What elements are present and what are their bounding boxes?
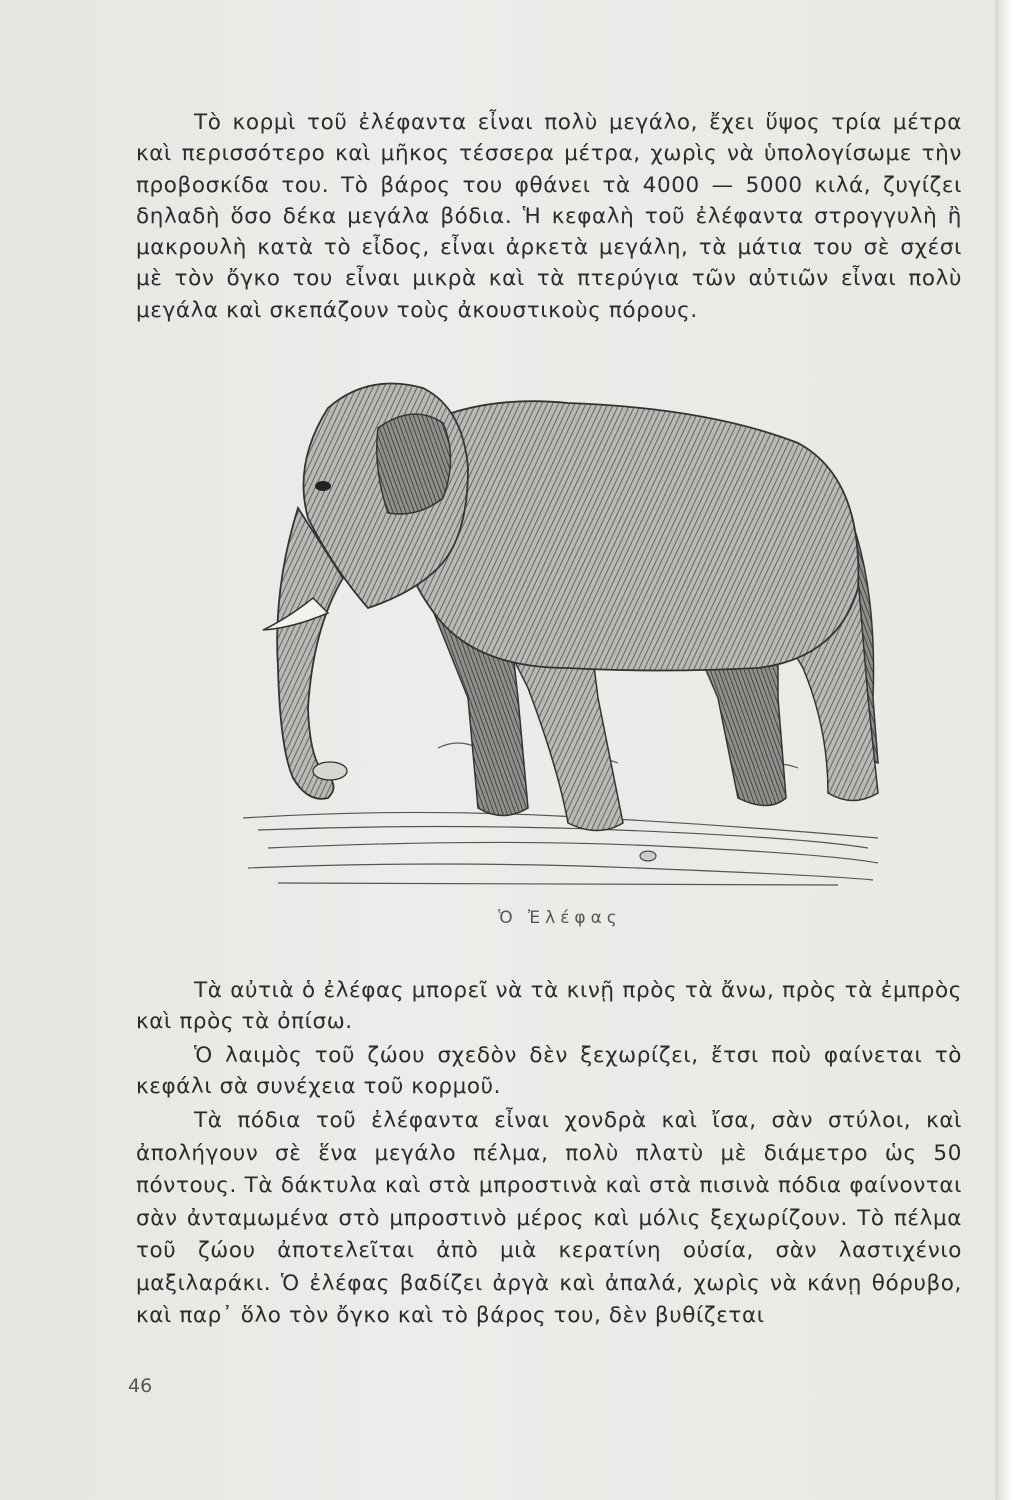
- paragraph-neck: Ὁ λαιμὸς τοῦ ζώου σχεδὸν δὲν ξεχωρίζει, ἔτσι ποὺ φαίνεται τὸ κεφάλι σὰ συνέχεια τοῦ κορμοῦ.: [136, 1043, 962, 1100]
- page-number: 46: [128, 1375, 153, 1397]
- paragraph-body-size: Τὸ κορμὶ τοῦ ἐλέφαντα εἶναι πολὺ μεγάλο, ἔχει ὕψος τρία μέτρα καὶ περισσότερο καὶ μῆκος τέσσερα μέτρα, χωρὶς νὰ ὑπολογίσωμε τὴν προβοσκίδα του. Τὸ βάρος του φθάνει τὰ 4000 — 5000 κιλά, ζυγίζει δηλαδὴ ὅσο δέκα μεγάλα βόδια. Ἡ κεφαλὴ τοῦ ἐλέφαντα στρογγυλὴ ἢ μακρουλὴ κατὰ τὸ εἶδος, εἶναι ἀρκετὰ μεγάλη, τὰ μάτια του σὲ σχέσι μὲ τὸν ὄγκο του εἶναι μικρὰ καὶ τὰ πτερύγια τῶν αὐτιῶν εἶναι πολὺ μεγάλα καὶ σκεπάζουν τοὺς ἀκουστικοὺς πόρους.: [136, 110, 962, 323]
- paragraph-legs: Τὰ πόδια τοῦ ἐλέφαντα εἶναι χονδρὰ καὶ ἴσα, σὰν στύλοι, καὶ ἀπολήγουν σὲ ἕνα μεγάλο πέλμα, πολὺ πλατὺ μὲ διάμετρο ὡς 50 πόντους. Τὰ δάκτυλα καὶ στὰ μπροστινὰ καὶ στὰ πισινὰ πόδια φαίνονται σὰν ἀνταμωμένα στὸ μπροστινὸ μέρος καὶ μόλις ξεχωρίζουν. Τὸ πέλμα τοῦ ζώου ἀποτελεῖται ἀπὸ μιὰ κερατίνη οὐσία, σὰν λαστιχένιο μαξιλαράκι. Ὁ ἐλέφας βαδίζει ἀργὰ καὶ ἀπαλά, χωρὶς νὰ κάνῃ θόρυβο, καὶ παρ᾿ ὅλο τὸν ὄγκο καὶ τὸ βάρος του, δὲν βυθίζεται: [136, 1108, 962, 1328]
- page-edge: [995, 0, 1013, 1500]
- figure-caption: Ὁ Ἐλέφας: [498, 908, 622, 928]
- paragraph-ears: Τὰ αὐτιὰ ὁ ἐλέφας μπορεῖ νὰ τὰ κινῇ πρὸς τὰ ἄνω, πρὸς τὰ ἐμπρὸς καὶ πρὸς τὰ ὀπίσω.: [136, 978, 962, 1035]
- elephant-illustration: [238, 368, 883, 893]
